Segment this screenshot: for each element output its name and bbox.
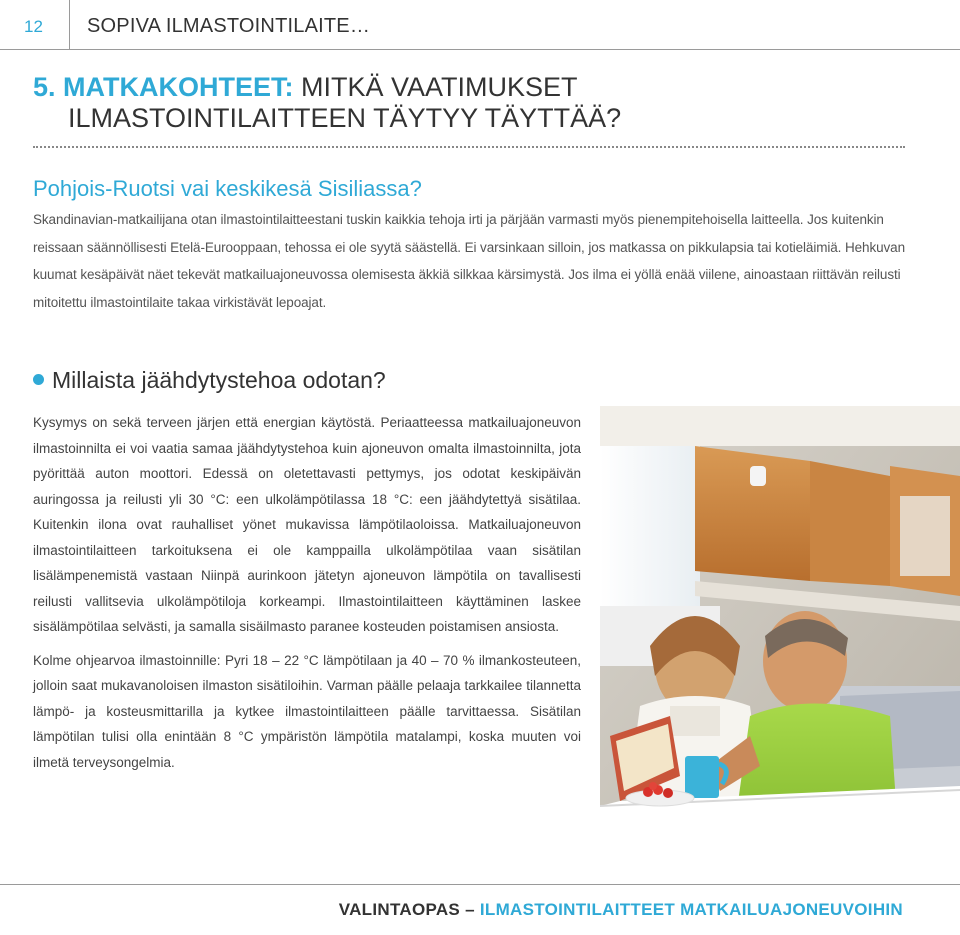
section-title — [33, 72, 913, 134]
body-paragraph-2: Kolme ohjearvoa ilmastoinnille: Pyri 18 – 22 °C lämpötilaan ja 40 – 70 % ilmankosteuteen, jolloin saat mukavanoloisen ilmaston sisätiloihin. Varman päälle pelaaja tarkkailee tilannetta lämpö- ja kosteusmittarilla ja kytkee ilmastointilaitteen päälle tarvittaessa. Sisätilan lämpötilan tulisi olla enintään 8 °C ympäristön lämpötila matalampi, koska muuten voi ilmetä terveysongelmia. — [33, 652, 581, 770]
section-title-rest: MITKÄ VAATIMUKSET — [293, 72, 578, 102]
page-footer — [339, 900, 903, 920]
body-paragraph-1: Kysymys on sekä terveen järjen että energian käytöstä. Periaatteessa matkailuajoneuvon ilmastoinnilta ei voi vaatia samaa jäähdytystehoa kuin ajoneuvon omalta ilmastoinnilta, jota pyörittää auton moottori. Edessä on oletettavasti pettymys, jos odotat keskipäivän auringossa ja reilusti yli 30 °C: een ulkolämpötilassa 18 °C: een jäähdytettyä sisätilaa. Kuitenkin ilona ovat rauhalliset yönet mukavissa lämpötilaoloissa. Matkailuajoneuvon ilmastointilaitteen tarkoituksena ei ole kamppailla ulkolämpötilaa vaan sisätilan lisälämpenemistä vastaan Niinpä aurinkoon jätetyn ajoneuvon lämpötila on tavallisesti reilusti vallitsevia ulkolämpötiloja korkeampi. Ilmastointilaitteen käyttäminen laskee sisälämpötilaa selvästi, ja samalla sisäilmasto paranee kosteuden poistamisen ansiosta. — [33, 415, 581, 634]
question-heading — [33, 367, 386, 394]
running-title: SOPIVA ILMASTOINTILAITE… — [70, 0, 960, 50]
bullet-dot-icon — [33, 374, 44, 385]
footer-divider — [0, 884, 960, 885]
body-column — [33, 410, 581, 783]
page-number: 12 — [0, 0, 70, 50]
section-title-line2: ILMASTOINTILAITTEEN TÄYTYY TÄYTTÄÄ? — [68, 103, 622, 133]
dotted-divider — [33, 146, 905, 148]
section-title-lead: 5. MATKAKOHTEET: — [33, 72, 294, 102]
intro-paragraph: Skandinavian-matkailijana otan ilmastointilaitteestani tuskin kaikkia tehoja irti ja pärjään varmasti myös pienempitehoisella laitteella. Jos kuitenkin reissaan säännöllisesti Etelä-Eurooppaan, tehossa ei ole syytä säästellä. Ei varsinkaan silloin, jos matkassa on pikkulapsia tai kotieläimiä. Hehkuvan kuumat kesäpäivät näet tekevät matkailuajoneuvossa olemisesta äkkiä silkkaa kärsimystä. Jos ilma ei yöllä enää viilene, ainoastaan riittävän reilusti mitoitettu ilmastointilaite takaa virkistävät lepoajat. — [33, 212, 905, 310]
subheading: Pohjois-Ruotsi vai keskikesä Sisiliassa? — [33, 176, 422, 201]
question-heading-text: Millaista jäähdytystehoa odotan? — [52, 367, 386, 393]
page-header — [0, 0, 960, 50]
footer-guide-topic: ILMASTOINTILAITTEET MATKAILUAJONEUVOIHIN — [479, 900, 903, 919]
photo-couple-in-motorhome — [600, 406, 960, 860]
footer-guide-label: VALINTAOPAS – — [338, 900, 480, 919]
